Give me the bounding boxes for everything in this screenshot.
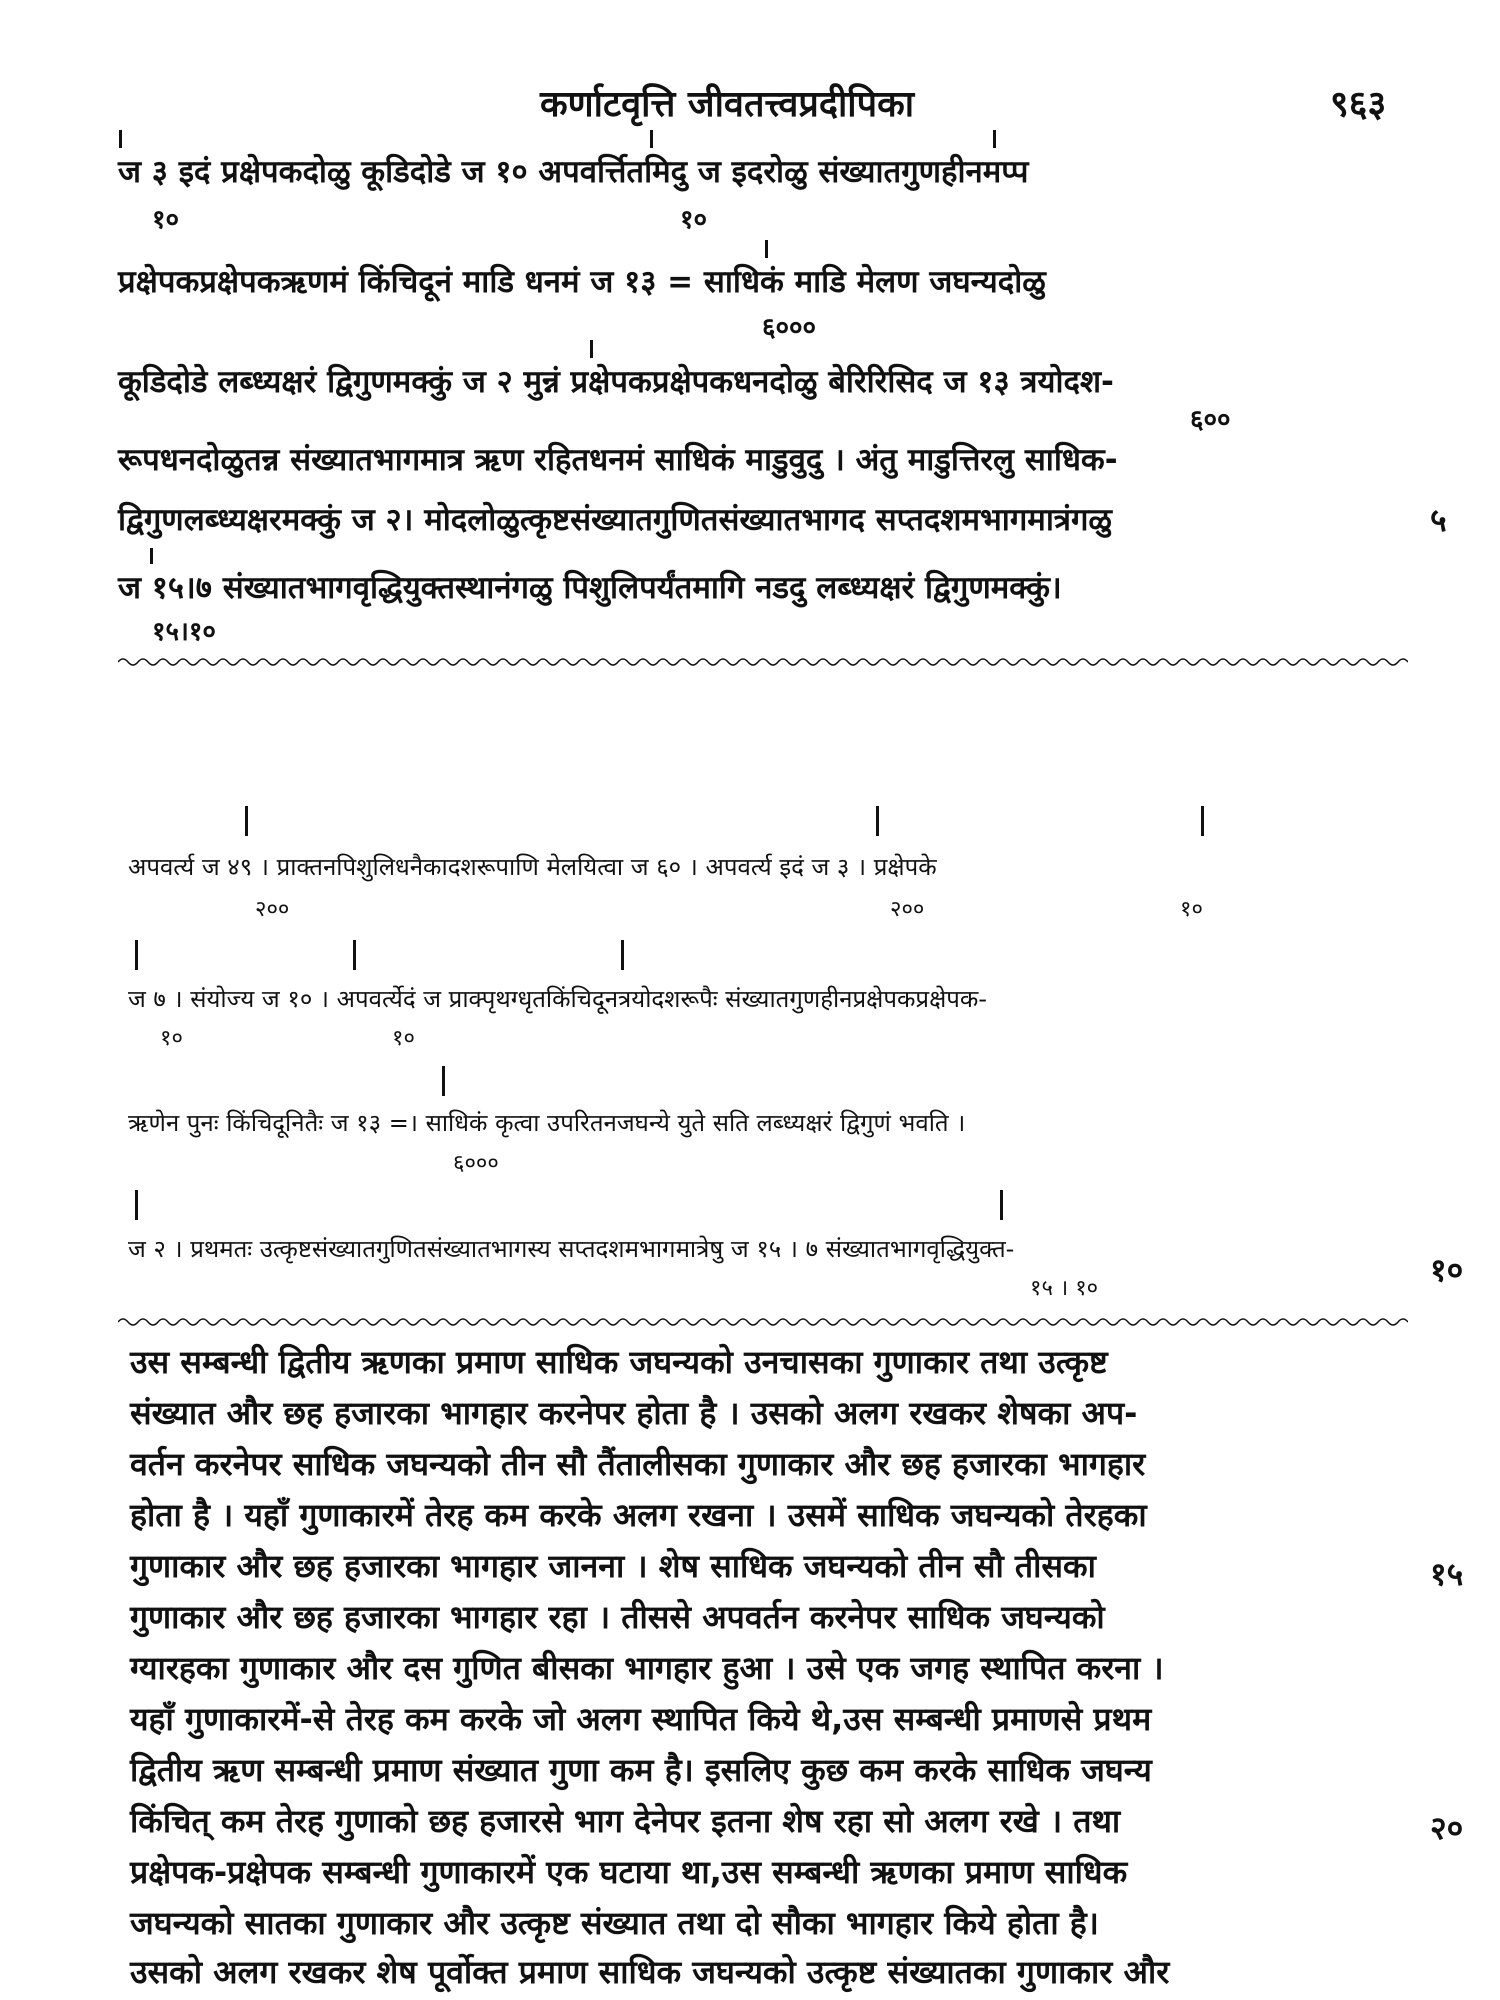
kannada-line: प्रक्षेपकप्रक्षेपकऋणमं किंचिदूनं माडि धनमं ज १३ = साधिकं माडि मेलण जघन्यदोळु [118, 264, 1046, 300]
subscript: १० [392, 1026, 415, 1051]
hindi-line: होता है । यहाँ गुणाकारमें तेरह कम करके अलग रखना । उसमें साधिक जघन्यको तेरहका [130, 1496, 1147, 1534]
notation-bar [650, 130, 653, 148]
notation-bar [353, 940, 356, 970]
notation-bar [119, 130, 122, 148]
subscript: ६०० [1190, 405, 1231, 435]
hindi-line: गुणाकार और छह हजारका भागहार जानना । शेष साधिक जघन्यको तीन सौ तीसका [130, 1547, 1096, 1585]
notation-bar [590, 340, 593, 358]
notation-bar [1201, 806, 1204, 836]
margin-line-number: २० [1430, 1809, 1464, 1847]
hindi-line: प्रक्षेपक-प्रक्षेपक सम्बन्धी गुणाकारमें एक घटाया था,उस सम्बन्धी ऋणका प्रमाण साधिक [130, 1853, 1128, 1891]
sanskrit-line: ज २ । प्रथमतः उत्कृष्टसंख्यातगुणितसंख्यातभागस्य सप्तदशमभागमात्रेषु ज १५ । ७ संख्यातभागवृद्धियुक्त- [128, 1235, 1015, 1263]
subscript: १५।१० [152, 617, 216, 647]
hindi-line: द्वितीय ऋण सम्बन्धी प्रमाण संख्यात गुणा कम है। इसलिए कुछ कम करके साधिक जघन्य [130, 1751, 1152, 1789]
notation-bar [1000, 1190, 1003, 1220]
hindi-line: उस सम्बन्धी द्वितीय ऋणका प्रमाण साधिक जघन्यको उनचासका गुणाकार तथा उत्कृष्ट [130, 1343, 1108, 1381]
margin-line-number: १५ [1430, 1555, 1464, 1593]
kannada-line: ज १५।७ संख्यातभागवृद्धियुक्तस्थानंगळु पिशुलिपर्यंतमागि नडदु लब्ध्यक्षरं द्विगुणमक्कुं। [118, 570, 1062, 606]
subscript: १० [152, 205, 180, 235]
wavy-divider [118, 656, 1408, 668]
hindi-line: ग्यारहका गुणाकार और दस गुणित बीसका भागहार हुआ । उसे एक जगह स्थापित करना । [130, 1649, 1164, 1687]
kannada-line: रूपधनदोळुतन्न संख्यातभागमात्र ऋण रहितधनमं साधिकं माडुवुदु । अंतु माडुत्तिरलु साधिक- [118, 442, 1118, 478]
notation-bar [245, 806, 248, 836]
margin-line-number: १० [1430, 1251, 1464, 1289]
notation-bar [150, 548, 153, 564]
hindi-line: वर्तन करनेपर साधिक जघन्यको तीन सौ तैंतालीसका गुणाकार और छह हजारका भागहार [130, 1445, 1146, 1483]
running-header-title: कर्णाटवृत्ति जीवतत्त्वप्रदीपिका [540, 84, 915, 125]
subscript: ६००० [762, 313, 817, 343]
subscript: १० [680, 205, 708, 235]
margin-line-number: ५ [1430, 501, 1447, 539]
subscript: १० [160, 1026, 183, 1051]
hindi-line: जघन्यको सातका गुणाकार और उत्कृष्ट संख्यात तथा दो सौका भागहार किये होता है। [130, 1904, 1099, 1942]
sanskrit-line: ऋणेन पुनः किंचिदूनितैः ज १३ =। साधिकं कृत्वा उपरितनजघन्ये युते सति लब्ध्यक्षरं द्विगुणं भवति । [128, 1109, 966, 1137]
notation-bar [442, 1066, 445, 1096]
subscript: १० [1180, 897, 1203, 922]
hindi-line: उसको अलग रखकर शेष पूर्वोक्त प्रमाण साधिक जघन्यको उत्कृष्ट संख्यातका गुणाकार और [130, 1953, 1170, 1991]
notation-bar [876, 806, 879, 836]
notation-bar [135, 1190, 138, 1220]
subscript: २०० [890, 897, 925, 922]
kannada-line: ज ३ इदं प्रक्षेपकदोळु कूडिदोडे ज १० अपवर्त्तितमिदु ज इदरोळु संख्यातगुणहीनमप्प [118, 154, 1029, 190]
sanskrit-line: अपवर्त्य ज ४९ । प्राक्तनपिशुलिधनैकादशरूपाणि मेलयित्वा ज ६० । अपवर्त्य इदं ज ३ । प्रक्षेपके [128, 853, 937, 881]
subscript: ६००० [453, 1151, 499, 1176]
notation-bar [135, 940, 138, 970]
notation-bar [765, 240, 768, 258]
kannada-line: कूडिदोडे लब्ध्यक्षरं द्विगुणमक्कुं ज २ मुन्नं प्रक्षेपकप्रक्षेपकधनदोळु बेरिरिसिद ज १३ त्रयोदश- [118, 364, 1114, 400]
notation-bar [621, 940, 624, 970]
hindi-line: संख्यात और छह हजारका भागहार करनेपर होता है । उसको अलग रखकर शेषका अप- [130, 1394, 1138, 1432]
wavy-divider [118, 1316, 1408, 1328]
hindi-line: किंचित् कम तेरह गुणाको छह हजारसे भाग देनेपर इतना शेष रहा सो अलग रखे । तथा [130, 1802, 1121, 1840]
hindi-line: यहाँ गुणाकारमें-से तेरह कम करके जो अलग स्थापित किये थे,उस सम्बन्धी प्रमाणसे प्रथम [130, 1700, 1152, 1738]
kannada-line: द्विगुणलब्ध्यक्षरमक्कुं ज २। मोदलोळुत्कृष्टसंख्यातगुणितसंख्यातभागद सप्तदशमभागमात्रंगळु [118, 502, 1112, 538]
page-number: ९६३ [1330, 84, 1387, 125]
sanskrit-line: ज ७ । संयोज्य ज १० । अपवर्त्येदं ज प्राक्पृथग्धृतकिंचिदूनत्रयोदशरूपैः संख्यातगुणहीनप्रक्षेपकप्रक्षेपक- [128, 985, 987, 1013]
hindi-line: गुणाकार और छह हजारका भागहार रहा । तीससे अपवर्तन करनेपर साधिक जघन्यको [130, 1598, 1105, 1636]
notation-bar [993, 130, 996, 148]
subscript: १५ । १० [1030, 1276, 1099, 1301]
subscript: २०० [255, 897, 290, 922]
